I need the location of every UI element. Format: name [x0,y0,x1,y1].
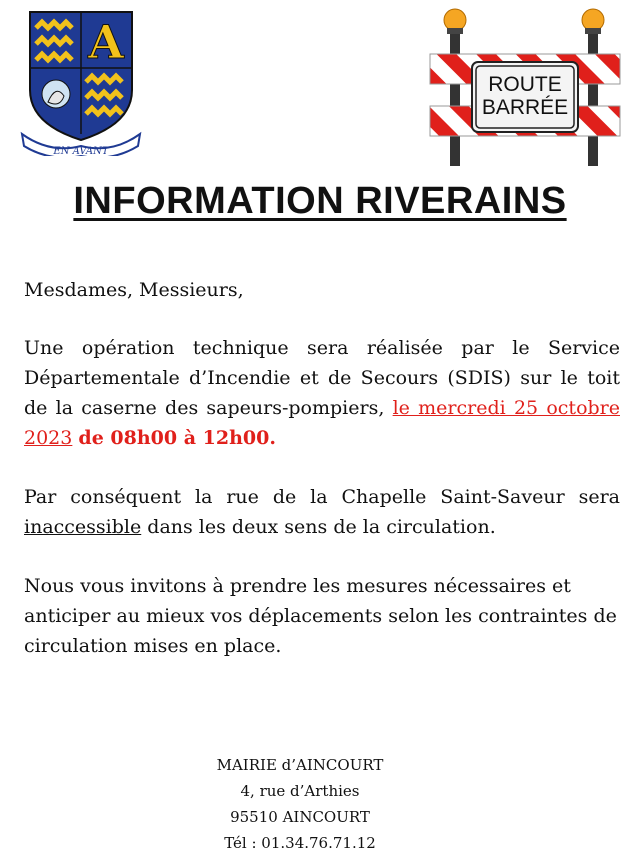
operation-hours: de 08h00 à 12h00. [78,427,276,449]
town-hall-name: MAIRIE d’AINCOURT [216,756,384,774]
town-hall-contact [160,752,440,856]
town-hall-street: 4, rue d’Arthies [240,782,360,800]
road-closed-barrier [428,6,622,166]
paragraph-closure [24,482,620,542]
barrier-drawing [428,6,622,166]
town-hall-phone: Tél : 01.34.76.71.12 [224,834,376,852]
aincourt-crest-logo [20,6,142,156]
town-hall-city: 95510 AINCOURT [230,808,370,826]
page-title-text: INFORMATION RIVERAINS [73,180,567,222]
road-closed-line-1: ROUTE [488,73,562,96]
page-title [0,180,640,223]
paragraph-operation-text: Une opération technique sera réalisée par le Service Départementale d’Incendie et de Secours (SDIS) sur le toit de la caserne des sapeurs-pompiers, [24,337,620,419]
greeting: Mesdames, Messieurs, [24,279,244,301]
paragraph-operation [24,333,620,453]
crest-motto: EN AVANT [53,146,109,156]
crest-letter: A [88,15,124,69]
paragraph-closure-before: Par conséquent la rue de la Chapelle Saint-Saveur sera [24,486,620,508]
operation-date: le mercredi 25 octobre 2023 [24,397,620,449]
paragraph-closure-after: dans les deux sens de la circulation. [147,516,496,538]
closure-emphasis: inaccessible [24,516,142,538]
road-closed-line-2: BARRÉE [481,96,569,119]
paragraph-advice: Nous vous invitons à prendre les mesures nécessaires et anticiper au mieux vos déplacements selon les contraintes de circulation mises en place. [24,575,617,657]
